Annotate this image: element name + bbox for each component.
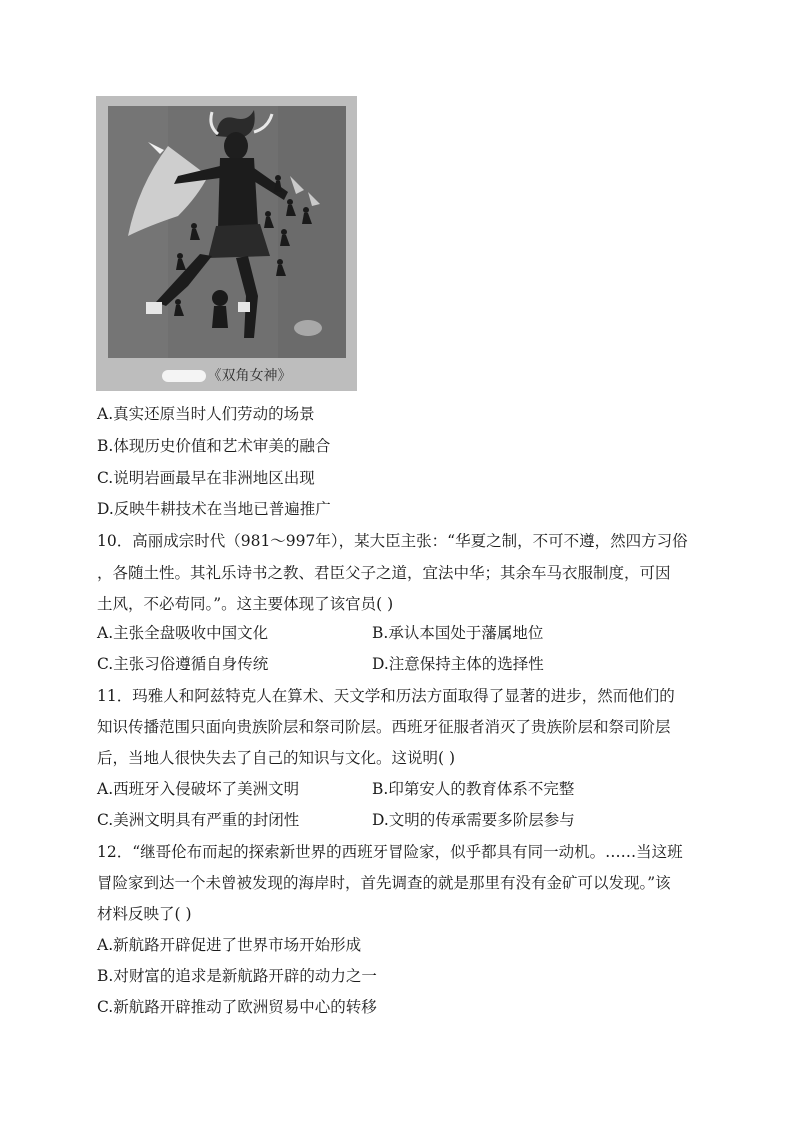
q10-option-d: D.注意保持主体的选择性 — [372, 655, 544, 673]
q9-option-a: A.真实还原当时人们劳动的场景 — [97, 405, 315, 423]
q11-option-a: A.西班牙入侵破坏了美洲文明 — [97, 780, 300, 798]
q10-option-a: A.主张全盘吸收中国文化 — [97, 624, 269, 642]
q10-stem-line-1: 10．高丽成宗时代（981～997年），某大臣主张：“华夏之制，不可不遵，然四方习俗 — [97, 532, 688, 550]
q9-option-b: B.体现历史价值和艺术审美的融合 — [97, 437, 331, 455]
figure-caption: 《双角女神》 — [96, 365, 357, 385]
q9-option-d: D.反映牛耕技术在当地已普遍推广 — [97, 500, 331, 518]
q10-stem-line-3: 土风，不必苟同。”。这主要体现了该官员( ) — [97, 595, 394, 613]
q12-option-a: A.新航路开辟促进了世界市场开始形成 — [97, 936, 362, 954]
q12-stem-line-2: 冒险家到达一个未曾被发现的海岸时，首先调查的就是那里有没有金矿可以发现。”该 — [97, 874, 671, 892]
q12-option-c: C.新航路开辟推动了欧洲贸易中心的转移 — [97, 998, 377, 1016]
q12-option-b: B.对财富的追求是新航路开辟的动力之一 — [97, 967, 377, 985]
q11-option-c: C.美洲文明具有严重的封闭性 — [97, 811, 300, 829]
q10-stem-line-2: ，各随土性。其礼乐诗书之教、君臣父子之道，宜法中华；其余车马衣服制度，可因 — [97, 564, 671, 582]
q9-option-c: C.说明岩画最早在非洲地区出现 — [97, 469, 315, 487]
rock-painting-figure — [96, 96, 357, 391]
q11-stem-line-1: 11．玛雅人和阿兹特克人在算术、天文学和历法方面取得了显著的进步，然而他们的 — [97, 687, 675, 705]
double-horned-goddess-painting — [108, 106, 346, 358]
q11-stem-line-3: 后，当地人很快失去了自己的知识与文化。这说明( ) — [97, 749, 456, 767]
q12-stem-line-3: 材料反映了( ) — [97, 905, 192, 923]
q11-stem-line-2: 知识传播范围只面向贵族阶层和祭司阶层。西班牙征服者消灭了贵族阶层和祭司阶层 — [97, 718, 671, 736]
q12-stem-line-1: 12．“继哥伦布而起的探索新世界的西班牙冒险家，似乎都具有同一动机。……当这班 — [97, 843, 683, 861]
q11-option-d: D.文明的传承需要多阶层参与 — [372, 811, 575, 829]
q10-option-b: B.承认本国处于藩属地位 — [372, 624, 544, 642]
rock-painting-image — [108, 106, 346, 358]
q10-option-c: C.主张习俗遵循自身传统 — [97, 655, 269, 673]
redaction-mark — [162, 370, 206, 382]
q11-option-b: B.印第安人的教育体系不完整 — [372, 780, 575, 798]
